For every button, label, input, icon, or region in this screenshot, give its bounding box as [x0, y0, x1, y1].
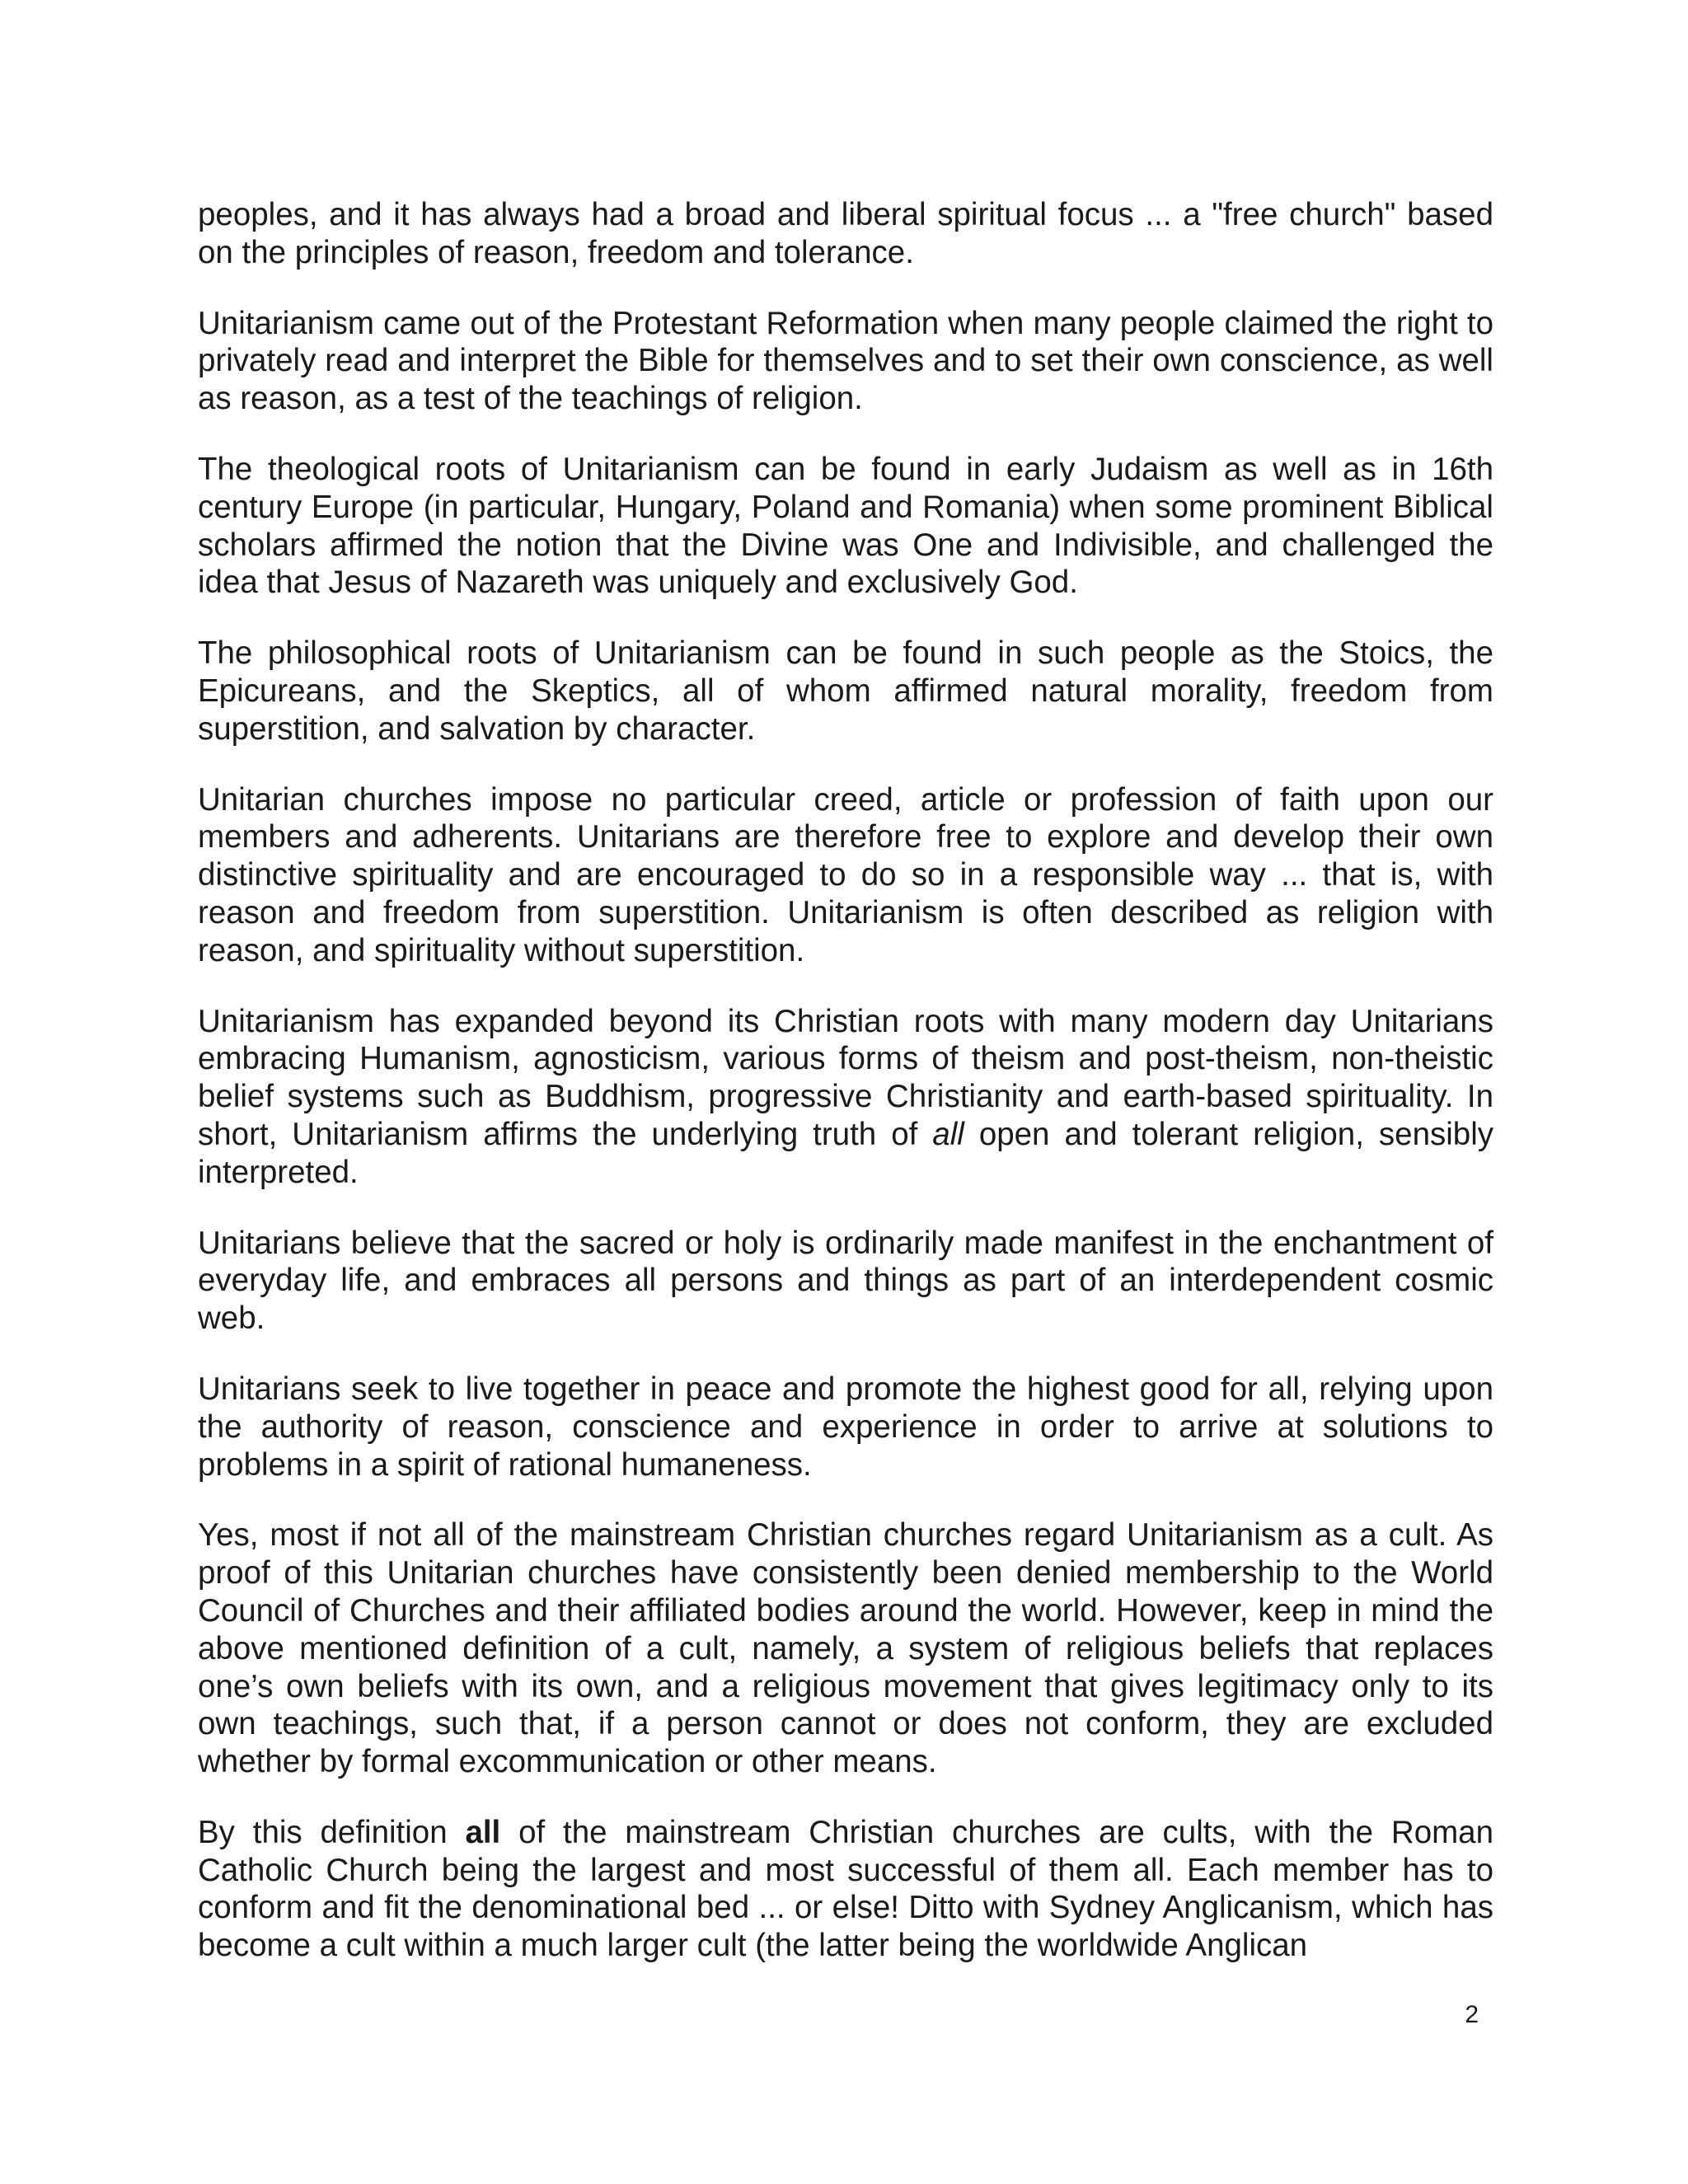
paragraph-5: Unitarian churches impose no particular creed, article or profession of faith upon our members and adherents. Unitarians are therefore free to explore and develop their own distinctive spirituality and are encouraged to do so in a responsible way ... that is, with reason and freedom from superstition. Unitarianism is often described as religion with reason, and spirituality without superstition.: [198, 781, 1493, 968]
paragraph-10-text-end: of the mainstream Christian churches are cults, with the Roman Catholic Church being the largest and most successful of them all. Each member has to conform and fit the denominational bed ... or else! Ditto with Sydney Anglicanism, which has become a cult within a much larger cult (the latter being the worldwide Anglican: [198, 1814, 1493, 1964]
paragraph-8: Unitarians seek to live together in peace and promote the highest good for all, relying upon the authority of reason, conscience and experience in order to arrive at solutions to problems in a spirit of rational humaneness.: [198, 1371, 1493, 1483]
paragraph-10: [198, 1814, 1493, 1965]
paragraph-6-text-start: Unitarianism has expanded beyond its Christian roots with many modern day Unitarians embracing Humanism, agnosticism, various forms of theism and post-theism, non-theistic belief systems such as Buddhism, progressive Christianity and earth-based spirituality. In short, Unitarianism affirms the underlying truth of: [198, 1003, 1493, 1152]
body-text: [198, 196, 1493, 1998]
paragraph-1: peoples, and it has always had a broad and liberal spiritual focus ... a "free church" based on the principles of reason, freedom and tolerance.: [198, 197, 1493, 270]
paragraph-9: Yes, most if not all of the mainstream Christian churches regard Unitarianism as a cult. As proof of this Unitarian churches have consistently been denied membership to the World Council of Churches and their affiliated bodies around the world. However, keep in mind the above mentioned definition of a cult, namely, a system of religious beliefs that replaces one’s own beliefs with its own, and a religious movement that gives legitimacy only to its own teachings, such that, if a person cannot or does not conform, they are excluded whether by formal excommunication or other means.: [198, 1517, 1493, 1780]
paragraph-6-text-end: open and tolerant religion, sensibly interpreted.: [198, 1116, 1493, 1190]
paragraph-6: [198, 1003, 1493, 1192]
paragraph-10-emphasis: all: [465, 1814, 501, 1850]
paragraph-3: The theological roots of Unitarianism can be found in early Judaism as well as in 16th century Europe (in particular, Hungary, Poland and Romania) when some prominent Biblical scholars affirmed the notion that the Divine was One and Indivisible, and challenged the idea that Jesus of Nazareth was uniquely and exclusively God.: [198, 451, 1493, 601]
paragraph-2: Unitarianism came out of the Protestant Reformation when many people claimed the right to privately read and interpret the Bible for themselves and to set their own conscience, as well as reason, as a test of the teachings of religion.: [198, 305, 1493, 417]
paragraph-10-text-start: By this definition: [198, 1814, 466, 1850]
paragraph-6-emphasis: all: [932, 1116, 964, 1152]
page-number: 2: [1465, 2001, 1479, 2028]
paragraph-7: Unitarians believe that the sacred or holy is ordinarily made manifest in the enchantment of everyday life, and embraces all persons and things as part of an interdependent cosmic web.: [198, 1225, 1493, 1337]
paragraph-4: The philosophical roots of Unitarianism can be found in such people as the Stoics, the Epicureans, and the Skeptics, all of whom affirmed natural morality, freedom from superstition, and salvation by character.: [198, 635, 1493, 747]
